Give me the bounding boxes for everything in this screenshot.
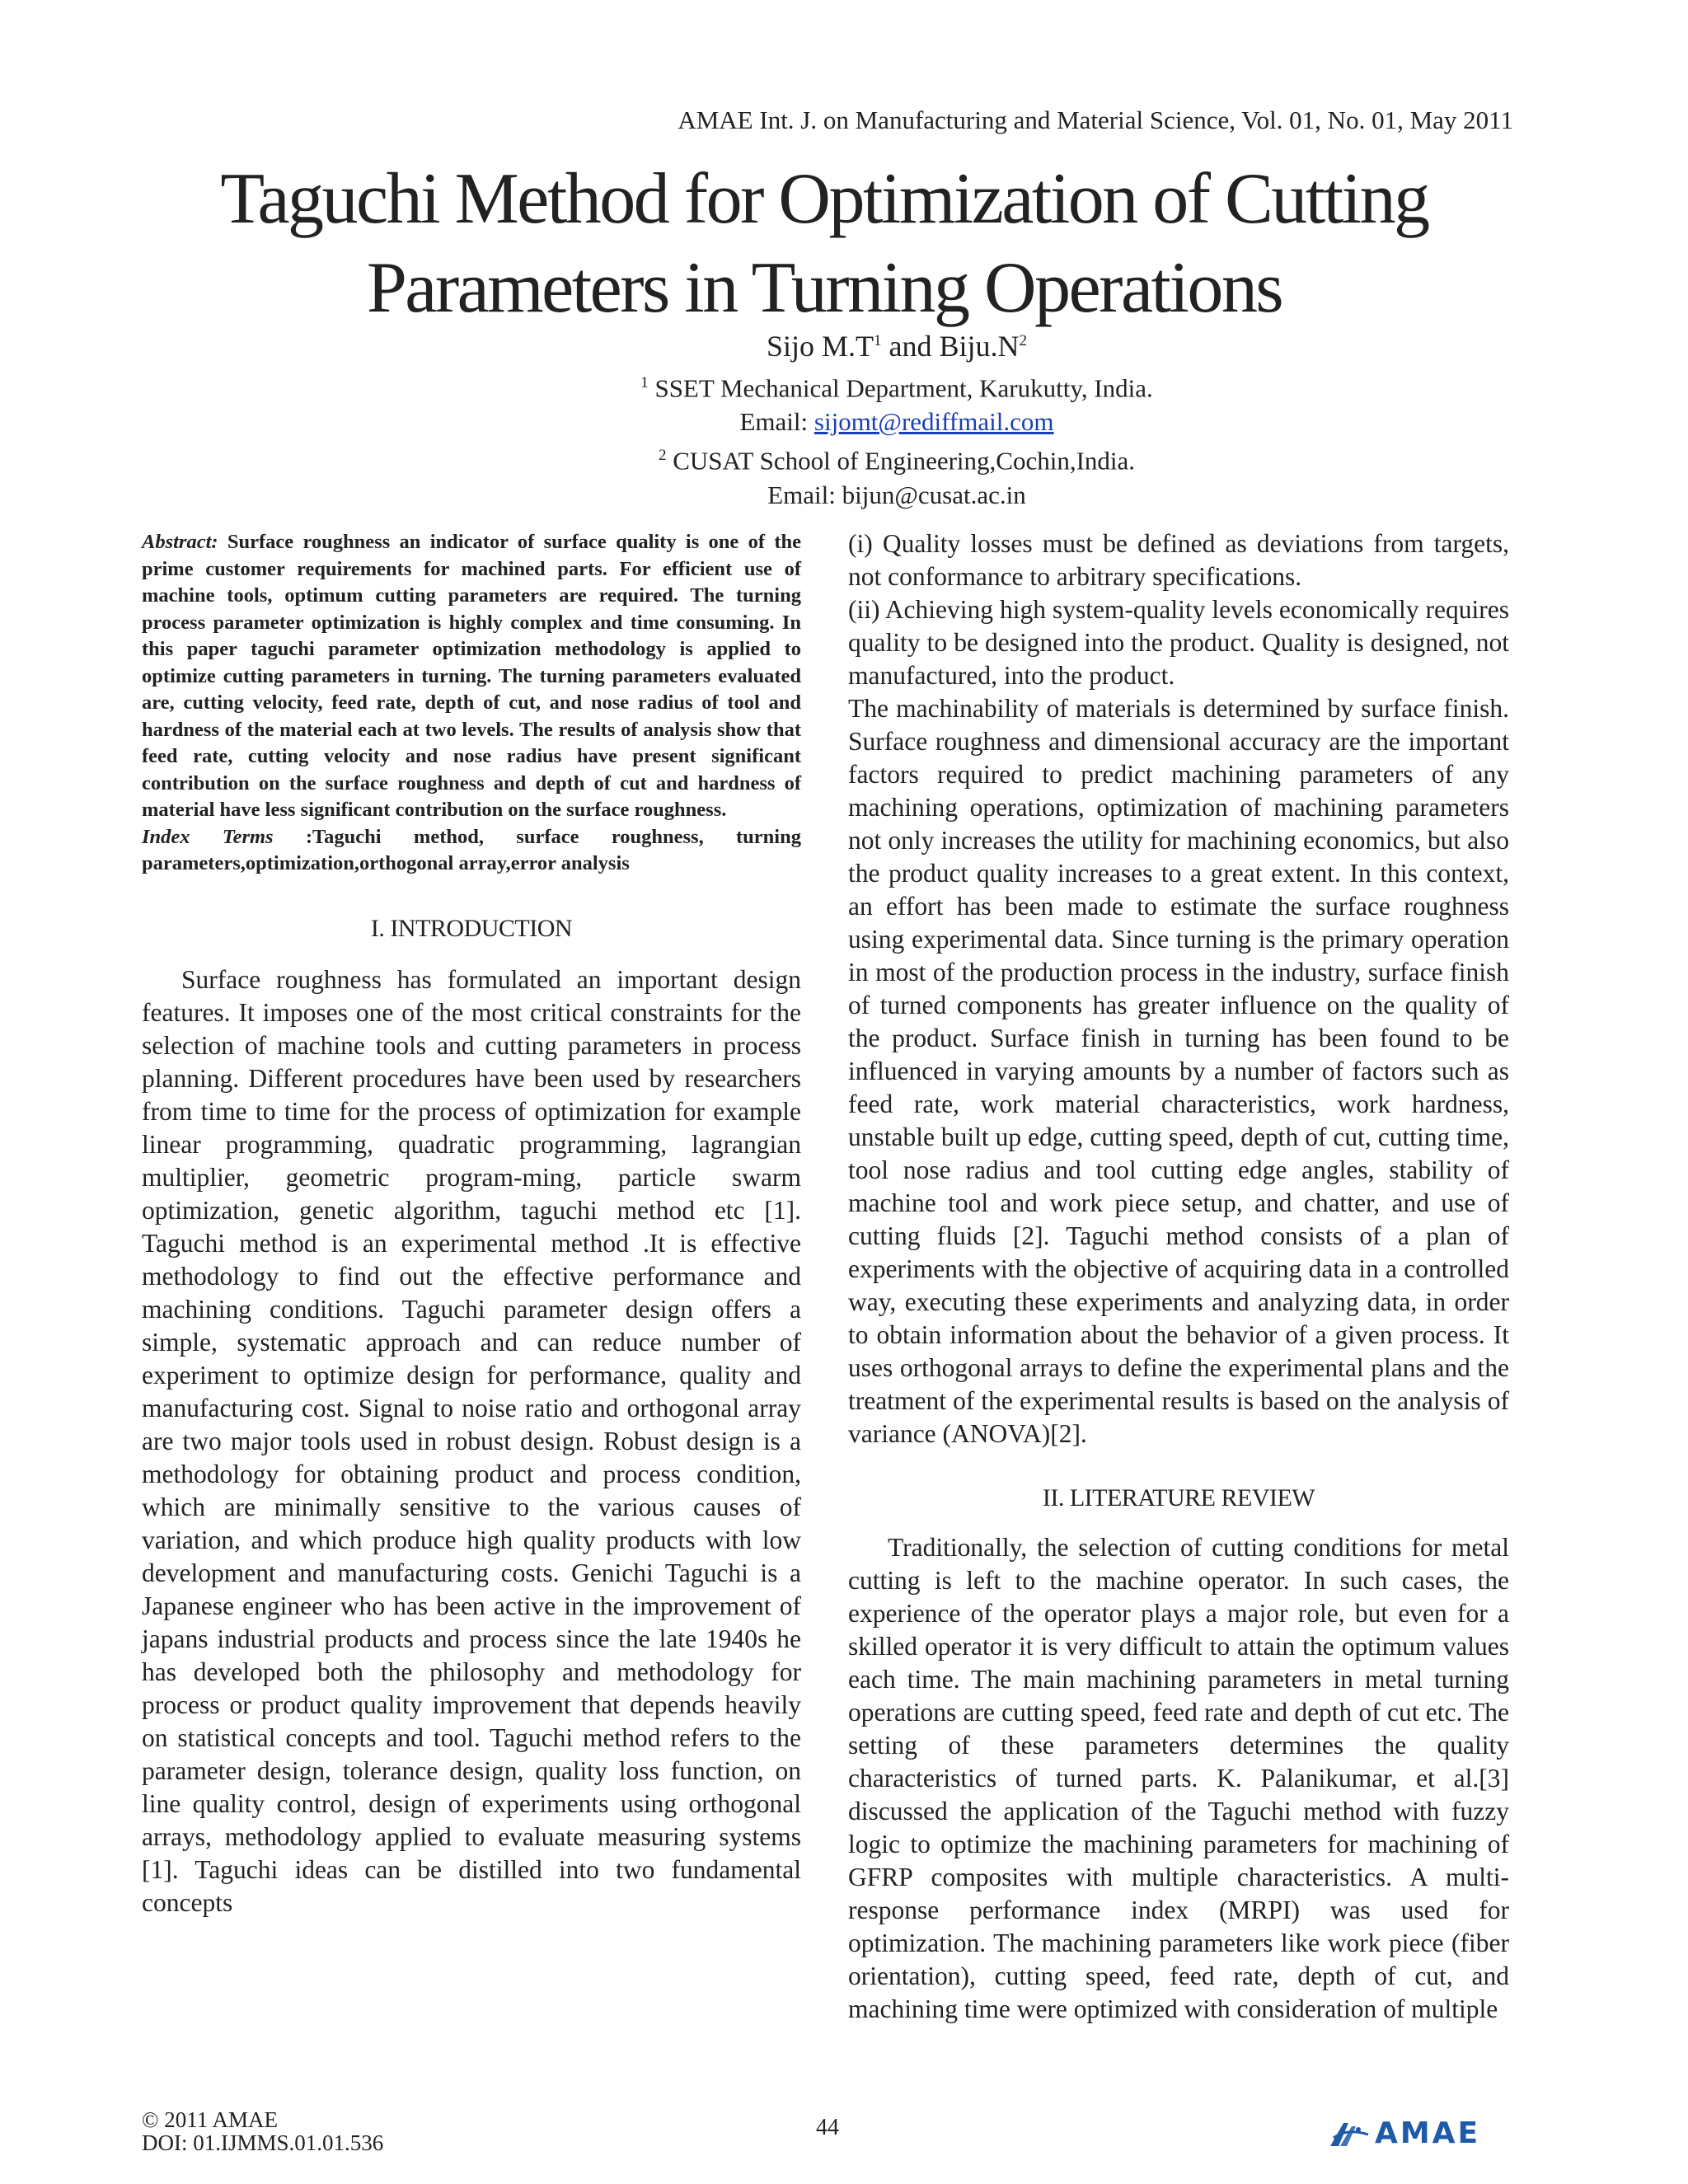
author-1-sup: 1 — [874, 332, 882, 349]
concept-2: (ii) Achieving high system-quality levels economically requires quality to be designed into the product. Quality is designed, not manufactured, into the product. — [848, 595, 1509, 690]
index-terms-label: Index Terms — [142, 825, 274, 848]
authors-block — [0, 321, 1688, 512]
email-1-link[interactable]: sijomt@rediffmail.com — [814, 407, 1054, 437]
introduction-paragraph: Surface roughness has formulated an important design features. It imposes one of the most critical constraints for the selection of machine tools and cutting parameters in process planning. Different procedures have been used by researchers from time to time for the process of optimization for example linear programming, quadratic programming, lagrangian multiplier, geometric program-ming, particle swarm optimization, genetic algorithm, taguchi method etc [1]. Taguchi method is an experimental method .It is effective methodology to find out the effective performance and machining conditions. Taguchi parameter design offers a simple, systematic approach and can reduce number of experiment to optimize design for performance, quality and manufacturing cost. Signal to noise ratio and orthogonal array are two major tools used in robust design. Robust design is a methodology for obtaining product and process condition, which are minimally sensitive to the various causes of variation, and which produce high quality products with low development and manufacturing costs. Genichi Taguchi is a Japanese engineer who has been active in the improvement of japans industrial products and process since the late 1940s he has developed both the philosophy and methodology for process or product quality improvement that depends heavily on statistical concepts and tool. Taguchi method refers to the parameter design, tolerance design, quality loss function, on line quality control, design of experiments using orthogonal arrays, methodology applied to evaluate measuring systems [1]. Taguchi ideas can be distilled into two fundamental concepts — [142, 964, 801, 1917]
affiliation-2-sup: 2 — [658, 447, 667, 465]
author-2-sup: 2 — [1019, 332, 1028, 349]
email-1 — [0, 405, 1688, 438]
amae-logo-icon — [1329, 2120, 1370, 2148]
right-column — [848, 527, 1509, 2026]
author-names — [0, 321, 1688, 366]
title-line-1: Taguchi Method for Optimization of Cutting — [220, 159, 1428, 239]
machinability-paragraph: The machinability of materials is determined by surface finish. Surface roughness and dimensional accuracy are the important factors required to predict machining parameters of any machining operations, optimization of machining parameters not only increases the utility for machining economics, but also the product quality increases to a great extent. In this context, an effort has been made to estimate the surface roughness using experimental data. Since turning is the primary operation in most of the production process in the industry, surface finish of turned components has greater influence on the quality of the product. Surface finish in turning has been found to be influenced in varying amounts by a number of factors such as feed rate, work material characteristics, work hardness, unstable built up edge, cutting speed, depth of cut, cutting time, tool nose radius and tool cutting edge angles, stability of machine tool and work piece setup, and chatter, and use of cutting fluids [2]. Taguchi method consists of a plan of experiments with the objective of acquiring data in a controlled way, executing these experiments and analyzing data, in order to obtain information about the behavior of a given process. It uses orthogonal arrays to define the experimental plans and the treatment of the experimental results is based on the analysis of variance (ANOVA)[2]. — [848, 694, 1509, 1448]
copyright: © 2011 AMAE — [142, 2107, 279, 2132]
email-1-label: Email: — [739, 407, 814, 437]
author-2: Biju.N — [939, 330, 1020, 363]
affiliation-1-text: SSET Mechanical Department, Karukutty, India. — [648, 373, 1153, 403]
abstract-label: Abstract: — [142, 531, 218, 553]
email-2: Email: bijun@cusat.ac.in — [767, 480, 1026, 509]
doi: DOI: 01.IJMMS.01.01.536 — [142, 2130, 384, 2155]
index-terms — [142, 824, 801, 878]
paper-title — [0, 155, 1648, 333]
left-column — [142, 529, 801, 1919]
section-heading-literature-review: II. LITERATURE REVIEW — [1042, 1484, 1315, 1511]
page-number: 44 — [816, 2115, 839, 2140]
amae-logo — [1329, 2116, 1480, 2150]
abstract-text: Surface roughness an indicator of surface quality is one of the prime customer requirements for machined parts. For efficient use of machine tools, optimum cutting parameters are required. The turning process parameter optimization is highly complex and time consuming. In this paper taguchi parameter optimization methodology is applied to optimize cutting parameters in turning. The turning parameters evaluated are, cutting velocity, feed rate, depth of cut, and nose radius of tool and hardness of the material each at two levels. The results of analysis show that feed rate, cutting velocity and nose radius have present significant contribution on the surface roughness and depth of cut and hardness of material have less significant contribution on the surface roughness. — [142, 531, 801, 821]
affiliation-1-sup: 1 — [640, 374, 649, 391]
affiliation-1 — [0, 366, 1688, 405]
index-terms-text: :Taguchi method, surface roughness, turning parameters,optimization,orthogonal array,error analysis — [142, 825, 801, 874]
author-1: Sijo M.T — [766, 330, 874, 363]
authors-and: and — [881, 330, 940, 363]
literature-review-paragraph: Traditionally, the selection of cutting conditions for metal cutting is left to the machine operator. In such cases, the experience of the operator plays a major role, but even for a skilled operator it is very difficult to attain the optimum values each time. The main machining parameters in metal turning operations are cutting speed, feed rate and depth of cut etc. The setting of these parameters determines the quality characteristics of turned parts. K. Palanikumar, et al.[3] discussed the application of the Taguchi method with fuzzy logic to optimize the machining parameters for machining of GFRP composites with multiple characteristics. A multi-response performance index (MRPI) was used for optimization. The machining parameters like work piece (fiber orientation), cutting speed, feed rate, depth of cut, and machining time were optimized with consideration of multiple — [848, 1533, 1509, 2023]
affiliation-2 — [0, 438, 1688, 477]
title-line-2: Parameters in Turning Operations — [366, 248, 1282, 328]
footer-info — [142, 2108, 383, 2154]
affiliation-2-text: CUSAT School of Engineering,Cochin,India. — [666, 446, 1136, 476]
concept-1: (i) Quality losses must be defined as deviations from targets, not conformance to arbitrary specifications. — [848, 529, 1509, 591]
section-heading-introduction: I. INTRODUCTION — [370, 914, 573, 942]
abstract — [142, 529, 801, 824]
journal-header: AMAE Int. J. on Manufacturing and Material Science, Vol. 01, No. 01, May 2011 — [678, 105, 1513, 134]
amae-logo-text: AMAE — [1375, 2116, 1481, 2150]
